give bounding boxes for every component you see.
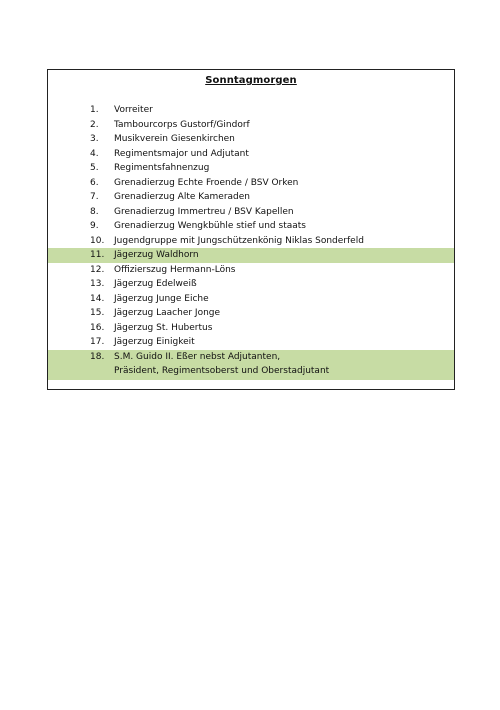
item-number: 11. <box>90 250 105 260</box>
list-item-4 <box>48 147 454 162</box>
list-item-9 <box>48 219 454 234</box>
list-item-2 <box>48 118 454 133</box>
item-number: 2. <box>90 119 99 130</box>
list-item-17 <box>48 335 454 350</box>
item-label: Jägerzug Edelweiß <box>114 279 197 289</box>
item-label-line-2: Präsident, Regimentsoberst und Oberstadjutant <box>114 366 330 376</box>
list-item-6 <box>48 176 454 191</box>
item-number: 5. <box>90 163 99 173</box>
item-number: 10. <box>90 235 105 246</box>
item-label: Grenadierzug Echte Froende / BSV Orken <box>114 177 299 188</box>
item-label: Jägerzug Einigkeit <box>114 337 195 347</box>
item-label-line-1: S.M. Guido II. Eßer nebst Adjutanten, <box>114 351 281 362</box>
item-label: Jägerzug Waldhorn <box>114 250 199 260</box>
list-item-18-highlighted <box>48 350 454 380</box>
item-number: 13. <box>90 279 105 289</box>
list-item-11-highlighted <box>48 248 454 263</box>
item-label: Vorreiter <box>114 105 153 115</box>
schedule-box <box>47 69 455 390</box>
item-number: 7. <box>90 192 99 202</box>
item-number: 4. <box>90 148 99 159</box>
list-item-13 <box>48 277 454 292</box>
list-item-3 <box>48 132 454 147</box>
item-number: 3. <box>90 134 99 144</box>
item-label: Regimentsmajor und Adjutant <box>114 148 249 159</box>
list-item-14 <box>48 292 454 307</box>
item-label-multiline <box>114 350 329 379</box>
list-item-8 <box>48 205 454 220</box>
item-number: 12. <box>90 264 105 275</box>
item-label: Grenadierzug Immertreu / BSV Kapellen <box>114 206 294 217</box>
item-number: 15. <box>90 308 105 318</box>
item-label: Jägerzug St. Hubertus <box>114 322 213 333</box>
list-item-7 <box>48 190 454 205</box>
item-number: 1. <box>90 105 99 115</box>
item-label: Jugendgruppe mit Jungschützenkönig Niklas Sonderfeld <box>114 235 364 246</box>
item-number: 17. <box>90 337 105 347</box>
item-number: 8. <box>90 206 99 217</box>
item-label: Offizierszug Hermann-Löns <box>114 264 236 275</box>
item-number: 6. <box>90 177 99 188</box>
item-number: 14. <box>90 293 105 304</box>
list-item-1 <box>48 103 454 118</box>
item-label: Grenadierzug Wengkbühle stief und staats <box>114 221 306 231</box>
item-number: 18. <box>90 351 105 362</box>
item-label: Regimentsfahnenzug <box>114 163 210 173</box>
item-number: 9. <box>90 221 99 231</box>
page-title: Sonntagmorgen <box>205 75 297 86</box>
item-label: Jägerzug Junge Eiche <box>114 293 209 304</box>
item-label: Grenadierzug Alte Kameraden <box>114 192 251 202</box>
lineup-list <box>48 103 454 380</box>
list-item-5 <box>48 161 454 176</box>
list-item-16 <box>48 321 454 336</box>
item-label: Tambourcorps Gustorf/Gindorf <box>114 119 250 130</box>
list-item-10 <box>48 234 454 249</box>
item-label: Musikverein Giesenkirchen <box>114 134 235 144</box>
item-number: 16. <box>90 322 105 333</box>
item-label: Jägerzug Laacher Jonge <box>114 308 221 318</box>
list-item-15 <box>48 306 454 321</box>
list-item-12 <box>48 263 454 278</box>
